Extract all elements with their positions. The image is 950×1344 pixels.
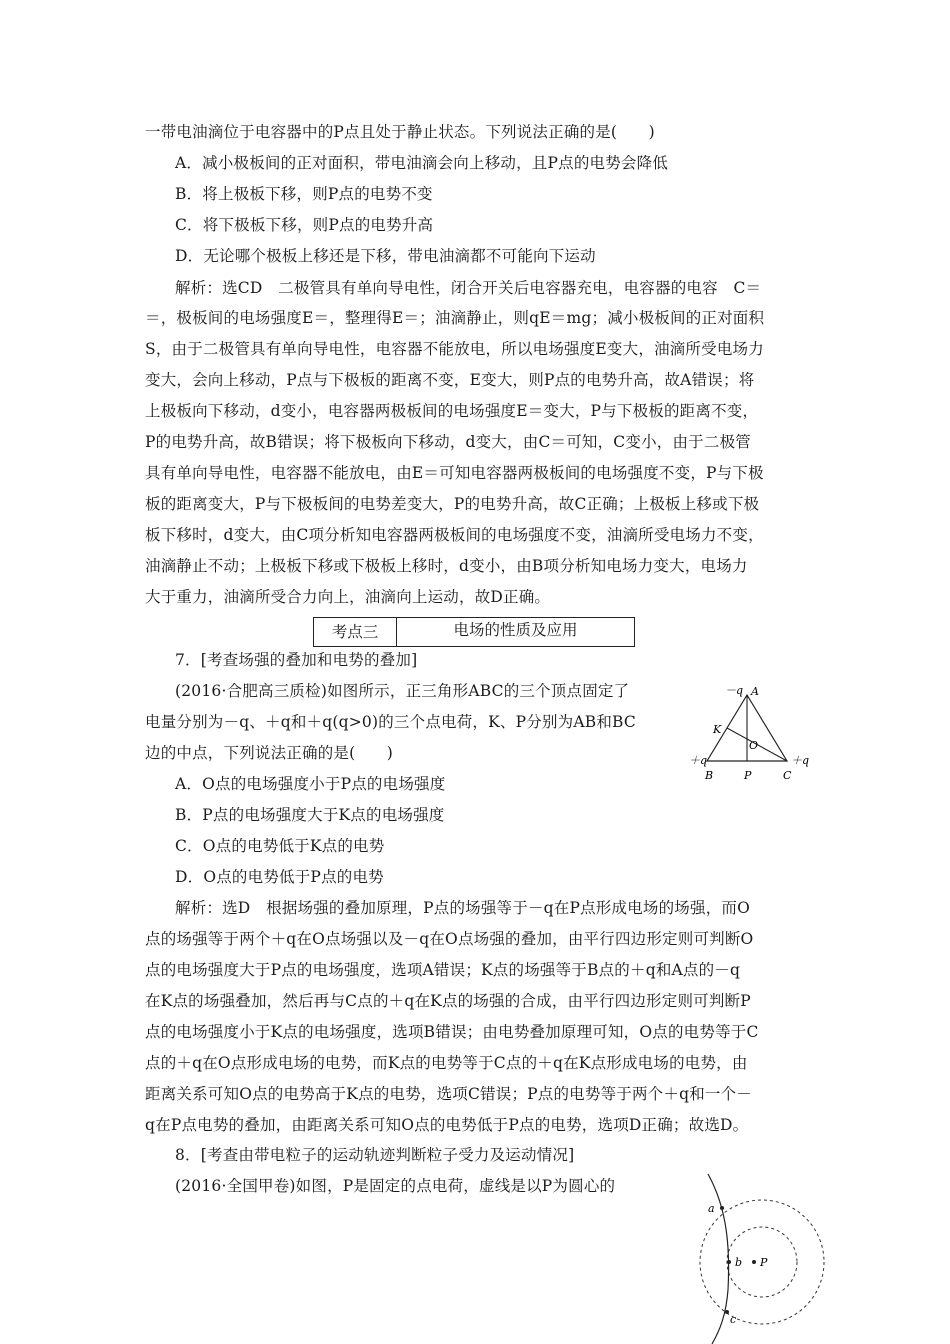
section-title: 电场的性质及应用 — [453, 621, 578, 639]
point-c — [725, 1310, 729, 1314]
problem7-solution-line: 点的＋q在O点形成电场的电势，而K点的电势等于C点的＋q在K点形成电场的电势，由 — [145, 1054, 748, 1072]
problem6-option-a: A．减小极板间的正对面积，带电油滴会向上移动，且P点的电势会降低 — [175, 154, 669, 172]
problem6-option-c: C．将下极板下移，则P点的电势升高 — [175, 216, 434, 234]
problem6-solution-line: 上极板向下移动，d变小，电容器两极板间的电场强度E＝变大，P与下极板的距离不变， — [145, 402, 759, 420]
charge-b: ＋q — [689, 754, 708, 767]
problem7-option-a: A．O点的电场强度小于P点的电场强度 — [175, 775, 446, 793]
problem7-solution-line: 在K点的场强叠加，然后再与C点的＋q在K点的场强的合成，由平行四边形定则可判断P — [145, 992, 751, 1010]
problem7-solution-line: 点的电场强度大于P点的电场强度，选项A错误；K点的场强等于B点的＋q和A点的－q — [145, 961, 741, 979]
problem6-solution-line: 变大，会向上移动，P点与下极板的距离不变，E变大，则P点的电势升高，故A错误；将 — [145, 371, 755, 389]
problem6-solution-line: 油滴静止不动；上极板下移或下极板上移时，d变小，由B项分析知电场力变大，电场力 — [145, 557, 748, 575]
label-p: P — [760, 1256, 768, 1269]
problem7-option-d: D．O点的电势低于P点的电势 — [175, 868, 384, 886]
problem7-option-c: C．O点的电势低于K点的电势 — [175, 837, 385, 855]
label-a: A — [751, 685, 759, 698]
problem7-heading: 7．[考查场强的叠加和电势的叠加] — [175, 651, 418, 669]
problem7-stem-line: (2016·合肥高三质检)如图所示，正三角形ABC的三个顶点固定了 — [175, 682, 630, 700]
problem7-solution-line: q在P点电势的叠加，由距离关系可知O点的电势低于P点的电势，选项D正确；故选D。 — [145, 1116, 749, 1134]
problem7-solution-line: 点的电场强度小于K点的电场强度，选项B错误；由电势叠加原理可知，O点的电势等于C — [145, 1023, 759, 1041]
section-label: 考点三 — [314, 618, 397, 646]
problem7-option-b: B．P点的电场强度大于K点的电场强度 — [175, 806, 445, 824]
label-c: C — [783, 769, 792, 782]
label-b: B — [705, 769, 714, 782]
triangle-figure — [685, 683, 815, 793]
problem6-solution-line: 大于重力，油滴所受合力向上，油滴向上运动，故D正确。 — [145, 588, 551, 606]
problem6-stem: 一带电油滴位于电容器中的P点且处于静止状态。下列说法正确的是( ) — [145, 123, 655, 141]
problem7-solution-line: 距离关系可知O点的电势高于K点的电势，选项C错误；P点的电势等于两个＋q和一个－ — [145, 1085, 753, 1103]
label-k: K — [713, 723, 722, 736]
particle-trajectory — [708, 1174, 729, 1344]
problem6-solution-line: 具有单向导电性，电容器不能放电，由E＝可知电容器两极板间的电场强度不变，P与下极 — [145, 464, 764, 482]
problem8-stem: (2016·全国甲卷)如图，P是固定的点电荷，虚线是以P为圆心的 — [175, 1177, 616, 1195]
problem6-option-d: D．无论哪个极板上移还是下移，带电油滴都不可能向下运动 — [175, 247, 596, 265]
label-b: b — [735, 1256, 743, 1269]
problem6-solution-line: S，由于二极管具有单向导电性，电容器不能放电，所以电场强度E变大，油滴所受电场力 — [145, 340, 764, 358]
label-c: c — [730, 1313, 737, 1326]
problem7-stem-line: 电量分别为－q、＋q和＋q(q>0)的三个点电荷，K、P分别为AB和BC — [145, 713, 636, 731]
problem7-stem-line: 边的中点，下列说法正确的是( ) — [145, 744, 393, 762]
problem8-heading: 8．[考查由带电粒子的运动轨迹判断粒子受力及运动情况] — [175, 1146, 575, 1164]
problem7-solution-line: 解析：选D 根据场强的叠加原理，P点的场强等于－q在P点形成电场的场强，而O — [175, 899, 751, 917]
point-p — [752, 1260, 756, 1264]
trajectory-figure — [690, 1170, 830, 1344]
problem6-solution-line: 板下移时，d变大，由C项分析知电容器两极板间的电场强度不变，油滴所受电场力不变， — [145, 526, 764, 544]
problem6-solution-line: 解析：选CD 二极管具有单向导电性，闭合开关后电容器充电，电容器的电容 C＝ — [175, 279, 762, 297]
charge-a: －q — [725, 684, 744, 697]
problem7-solution-line: 点的场强等于两个＋q在O点场强以及－q在O点场强的叠加，由平行四边形定则可判断O — [145, 930, 754, 948]
point-b — [727, 1260, 731, 1264]
label-a: a — [708, 1202, 715, 1215]
label-p: P — [744, 769, 752, 782]
charge-c: ＋q — [791, 754, 810, 767]
problem6-solution-line: ＝，极板间的电场强度E＝，整理得E＝；油滴静止，则qE＝mg；减小极板间的正对面积 — [145, 309, 765, 327]
problem6-solution-line: P的电势升高，故B错误；将下极板向下移动，d变大，由C＝可知，C变小，由于二极管 — [145, 433, 751, 451]
problem6-solution-line: 板的距离变大，P与下极板间的电势差变大，P的电势升高，故C正确；上极板上移或下极 — [145, 495, 760, 513]
problem6-option-b: B．将上极板下移，则P点的电势不变 — [175, 185, 433, 203]
point-a — [720, 1206, 724, 1210]
section-header-box — [313, 617, 635, 647]
label-o: O — [749, 739, 759, 752]
